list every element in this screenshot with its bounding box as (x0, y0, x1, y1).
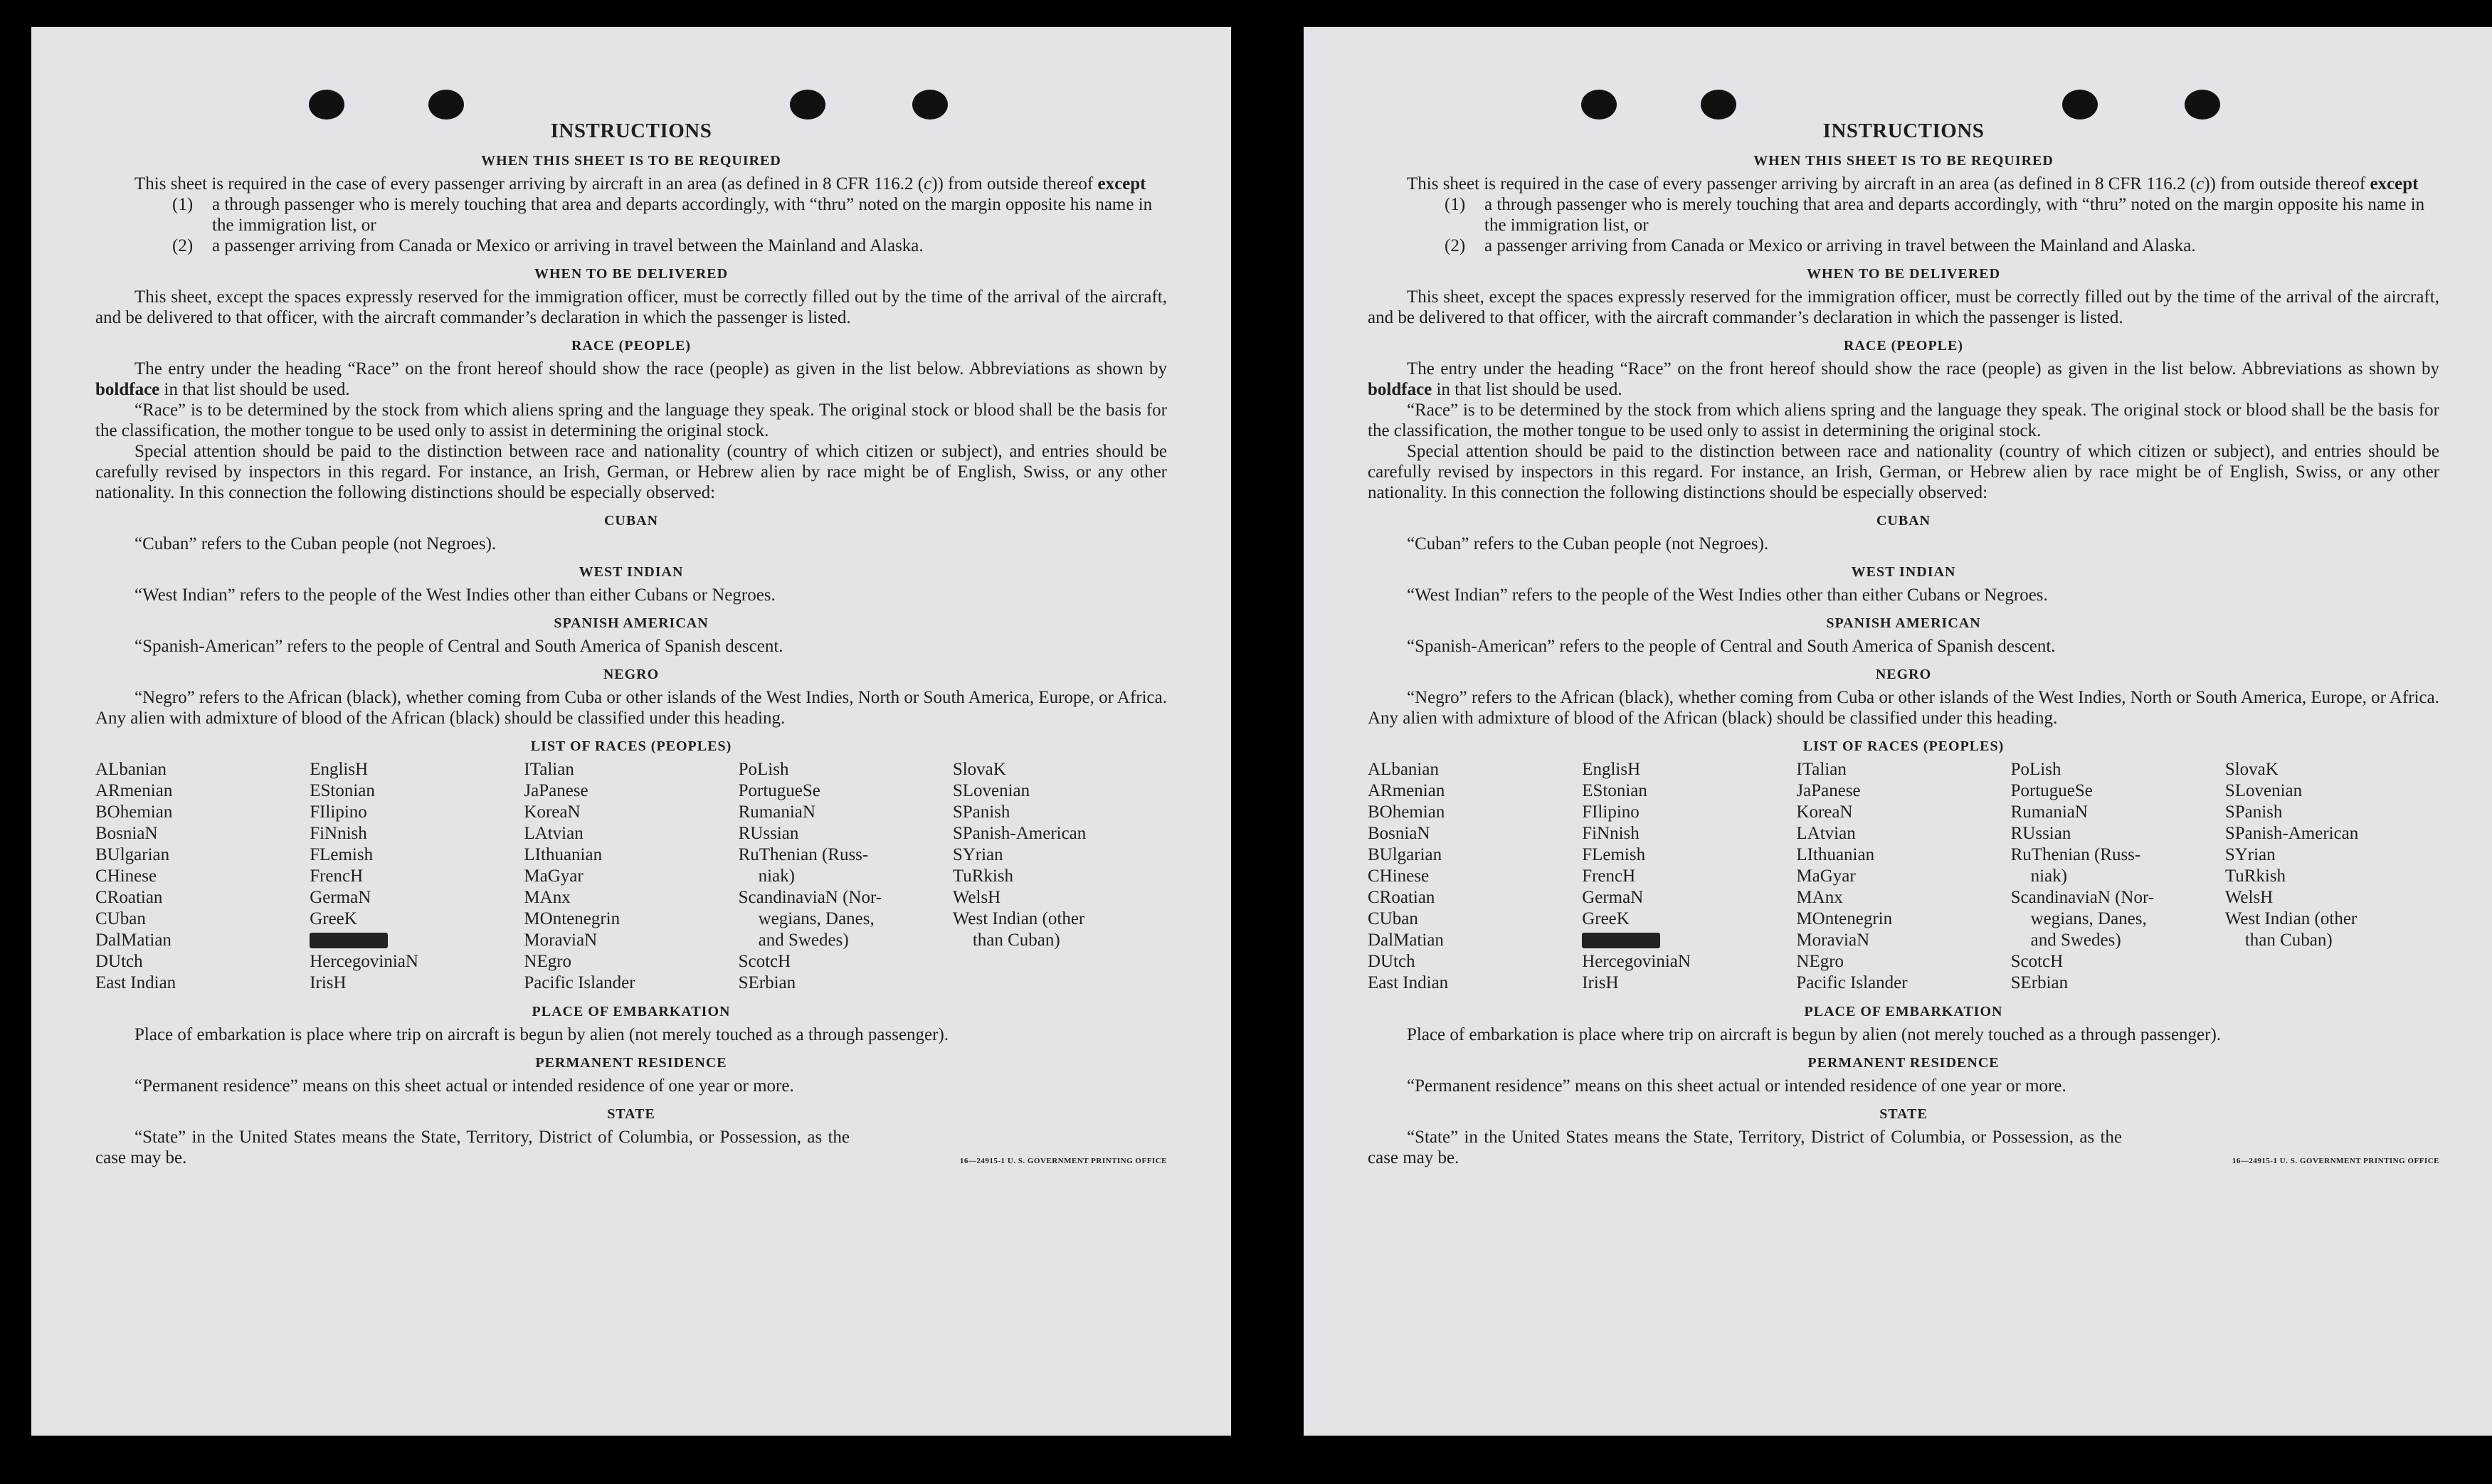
race-entry: SPanish (952, 802, 1010, 822)
race-entry: CUban (1368, 909, 1418, 928)
state-text: “State” in the United States means the State, Territory, District of Columbia, or Possession, as the case may be. (1368, 1128, 2122, 1167)
race-entry: than Cuban) (972, 931, 1060, 950)
race-entry: ALbanian (1368, 760, 1439, 779)
section-heading-when-delivered: WHEN TO BE DELIVERED (1806, 266, 2001, 282)
race-entry: SLovenian (952, 781, 1030, 800)
embarkation-text: Place of embarkation is place where trip on aircraft is begun by alien (not merely touched as a through passenger). (134, 1025, 949, 1044)
race-entry: SErbian (2010, 973, 2069, 992)
section-heading-race: RACE (PEOPLE) (1844, 338, 1963, 354)
race-entry: BosniaN (95, 824, 158, 843)
race-entry: LIthuanian (524, 845, 603, 864)
race-paragraph: The entry under the heading “Race” on the front hereof should show the race (people) as given in the list below. Abbreviations as shown by boldface in that list should be used. (95, 359, 1167, 399)
race-entry: SPanish (2224, 802, 2283, 822)
section-heading-when-delivered: WHEN TO BE DELIVERED (534, 266, 729, 282)
race-entry: SYrian (2224, 845, 2276, 864)
document-page-left (31, 27, 1231, 1436)
race-entry: RuThenian (Russ- (2010, 845, 2141, 864)
races-column (953, 759, 1167, 994)
west-indian-text: “West Indian” refers to the people of the West Indies other than either Cubans or Negroes. (1407, 585, 2048, 605)
race-entry: DUtch (1368, 952, 1415, 971)
race-entry: MOntenegrin (524, 909, 621, 928)
race-entry: FiNnish (1582, 824, 1640, 843)
race-entry: SlovaK (952, 760, 1006, 779)
section-heading-negro: NEGRO (1875, 667, 1932, 682)
section-heading-spanish-american: SPANISH AMERICAN (1826, 615, 1981, 631)
race-entry: FLemish (310, 845, 374, 864)
document-page-right (1304, 27, 2492, 1436)
when-delivered-text: This sheet, except the spaces expressly reserved for the immigration officer, must be correctly filled out by the time of the arrival of the aircraft, and be delivered to that officer, with the aircraft commander’s declaration in which the passenger is listed. (95, 287, 1167, 327)
page-title: INSTRUCTIONS (1822, 120, 1985, 142)
race-entry: RUssian (2010, 824, 2071, 843)
race-entry: RUssian (738, 824, 799, 843)
section-heading-state: STATE (607, 1106, 655, 1122)
section-heading-when-required: WHEN THIS SHEET IS TO BE REQUIRED (1753, 153, 2054, 169)
section-heading-embarkation: PLACE OF EMBARKATION (532, 1004, 731, 1019)
race-entry: FIlipino (310, 802, 367, 822)
race-entry: ScotcH (2010, 952, 2064, 971)
race-entry: DalMatian (95, 931, 171, 950)
race-entry: EStonian (1582, 781, 1647, 800)
punch-hole (1701, 90, 1736, 120)
race-entry: RumaniaN (738, 802, 815, 822)
race-entry: ARmenian (95, 781, 173, 800)
race-entry: ScotcH (738, 952, 791, 971)
section-heading-when-required: WHEN THIS SHEET IS TO BE REQUIRED (481, 153, 781, 169)
race-entry: JaPanese (524, 781, 588, 800)
exception-item: (2) a passenger arriving from Canada or Mexico or arriving in travel between the Mainland and Alaska. (172, 236, 924, 255)
punch-hole (2062, 90, 2098, 120)
races-column (310, 759, 524, 994)
race-entry: Pacific Islander (524, 973, 635, 992)
race-entry: RuThenian (Russ- (738, 845, 869, 864)
race-entry: LIthuanian (1796, 845, 1875, 864)
section-heading-west-indian: WEST INDIAN (1851, 564, 1956, 580)
race-paragraph: “Race” is to be determined by the stock from which aliens spring and the language they speak. The original stock or blood shall be the basis for the classification, the mother tongue to be used only to assist in determining the original stock. (1368, 401, 2439, 440)
race-entry: West Indian (other (2224, 909, 2358, 928)
when-required-intro: This sheet is required in the case of every passenger arriving by aircraft in an area (as defined in 8 CFR 116.2 (c)) from outside thereof except (134, 174, 1146, 194)
race-entry: MoraviaN (524, 931, 598, 950)
race-entry: than Cuban) (2244, 931, 2333, 950)
race-entry: HercegoviniaN (310, 952, 418, 971)
race-entry: HercegoviniaN (1582, 952, 1691, 971)
punch-hole (428, 90, 464, 120)
when-required-intro: This sheet is required in the case of every passenger arriving by aircraft in an area (as defined in 8 CFR 116.2 (c)) from outside thereof except (1407, 174, 2419, 194)
exception-item: (1) a through passenger who is merely touching that area and departs accordingly, with “thru” noted on the margin opposite his name in the immigration list, or (172, 195, 1153, 235)
punch-hole (2185, 90, 2220, 120)
footer (95, 1127, 1167, 1168)
cuban-text: “Cuban” refers to the Cuban people (not Negroes). (1407, 534, 1769, 553)
race-entry: RumaniaN (2010, 802, 2088, 822)
races-column (2011, 759, 2225, 994)
race-entry: SPanish-American (2224, 824, 2359, 843)
race-entry: niak) (2030, 866, 2067, 886)
race-entry: NEgro (524, 952, 572, 971)
section-heading-permanent-residence: PERMANENT RESIDENCE (1807, 1055, 2000, 1071)
race-entry: CHinese (1368, 866, 1430, 886)
section-heading-list-of-races: LIST OF RACES (PEOPLES) (530, 738, 732, 754)
race-entry: ITalian (1796, 760, 1847, 779)
negro-text: “Negro” refers to the African (black), whether coming from Cuba or other islands of the West Indies, North or South America, Europe, or Africa. Any alien with admixture of blood of the African (black) should be classified under this heading. (95, 688, 1167, 728)
section-heading-cuban: CUBAN (603, 513, 659, 529)
spanish-american-text: “Spanish-American” refers to the people of Central and South America of Spanish descent. (134, 637, 783, 656)
exception-item: (1) a through passenger who is merely touching that area and departs accordingly, with “thru” noted on the margin opposite his name in the immigration list, or (1445, 195, 2425, 235)
race-entry: KoreaN (1796, 802, 1853, 822)
race-entry: ScandinaviaN (Nor- (738, 888, 882, 907)
section-heading-list-of-races: LIST OF RACES (PEOPLES) (1802, 738, 2005, 754)
exception-item: (2) a passenger arriving from Canada or Mexico or arriving in travel between the Mainland and Alaska. (1445, 236, 2196, 255)
race-entry: PoLish (2010, 760, 2061, 779)
race-entry: GermaN (1582, 888, 1644, 907)
race-entry: LAtvian (1796, 824, 1856, 843)
print-code: 16—24915-1 U. S. GOVERNMENT PRINTING OFFICE (2232, 1157, 2439, 1165)
races-list (1368, 759, 2439, 994)
race-entry: EStonian (310, 781, 375, 800)
race-entry: PortugueSe (738, 781, 820, 800)
race-entry: BosniaN (1368, 824, 1430, 843)
race-entry: SlovaK (2224, 760, 2279, 779)
race-entry: GermaN (310, 888, 371, 907)
race-entry: wegians, Danes, (2030, 909, 2147, 928)
race-paragraph: The entry under the heading “Race” on the front hereof should show the race (people) as given in the list below. Abbreviations as shown by boldface in that list should be used. (1368, 359, 2439, 399)
page-title: INSTRUCTIONS (550, 120, 712, 142)
race-entry: niak) (758, 866, 795, 886)
race-entry: PoLish (738, 760, 789, 779)
race-entry: and Swedes) (2030, 931, 2121, 950)
race-entry: WelsH (952, 888, 1001, 907)
punch-hole (309, 90, 344, 120)
race-entry: EnglisH (310, 760, 369, 779)
races-column (1582, 759, 1796, 994)
race-paragraph: Special attention should be paid to the distinction between race and nationality (country of which citizen or subject), and entries should be carefully revised by inspectors in this regard. For instance, an Irish, German, or Hebrew alien by race might be of English, Swiss, or any other nationality. In this connection the following distinctions should be especially observed: (95, 442, 1167, 502)
race-entry: GreeK (310, 909, 357, 928)
when-delivered-text: This sheet, except the spaces expressly reserved for the immigration officer, must be correctly filled out by the time of the arrival of the aircraft, and be delivered to that officer, with the aircraft commander’s declaration in which the passenger is listed. (1368, 287, 2439, 327)
race-entry: GreeK (1582, 909, 1630, 928)
race-entry: CRoatian (1368, 888, 1435, 907)
race-entry: FrencH (1582, 866, 1636, 886)
race-entry: Pacific Islander (1796, 973, 1908, 992)
race-entry: wegians, Danes, (758, 909, 875, 928)
section-heading-negro: NEGRO (603, 667, 660, 682)
races-column (1796, 759, 2010, 994)
race-entry: MaGyar (524, 866, 584, 886)
race-entry: BOhemian (95, 802, 173, 822)
race-entry: West Indian (other (952, 909, 1085, 928)
redacted-race-entry (310, 933, 388, 948)
permanent-residence-text: “Permanent residence” means on this sheet actual or intended residence of one year or more. (1407, 1076, 2066, 1096)
race-entry: MaGyar (1796, 866, 1856, 886)
section-heading-spanish-american: SPANISH AMERICAN (554, 615, 709, 631)
race-entry: CHinese (95, 866, 157, 886)
section-heading-embarkation: PLACE OF EMBARKATION (1804, 1004, 2003, 1019)
race-entry: ScandinaviaN (Nor- (2010, 888, 2155, 907)
race-entry: NEgro (1796, 952, 1844, 971)
race-entry: MAnx (1796, 888, 1843, 907)
punch-hole (1581, 90, 1617, 120)
race-entry: BOhemian (1368, 802, 1445, 822)
permanent-residence-text: “Permanent residence” means on this sheet actual or intended residence of one year or more. (134, 1076, 794, 1096)
print-code: 16—24915-1 U. S. GOVERNMENT PRINTING OFFICE (959, 1157, 1167, 1165)
race-entry: PortugueSe (2010, 781, 2093, 800)
race-entry: LAtvian (524, 824, 584, 843)
races-column (1368, 759, 1582, 994)
races-column (2225, 759, 2439, 994)
race-entry: IrisH (310, 973, 347, 992)
spanish-american-text: “Spanish-American” refers to the people of Central and South America of Spanish descent. (1407, 637, 2056, 656)
punch-hole (912, 90, 948, 120)
race-entry: FiNnish (310, 824, 367, 843)
races-column (95, 759, 310, 994)
race-entry: BUlgarian (95, 845, 170, 864)
races-list (95, 759, 1167, 994)
race-entry: MoraviaN (1796, 931, 1870, 950)
race-entry: JaPanese (1796, 781, 1861, 800)
race-entry: ITalian (524, 760, 574, 779)
race-entry: IrisH (1582, 973, 1619, 992)
races-column (524, 759, 738, 994)
embarkation-text: Place of embarkation is place where trip on aircraft is begun by alien (not merely touched as a through passenger). (1407, 1025, 2222, 1044)
section-heading-permanent-residence: PERMANENT RESIDENCE (535, 1055, 727, 1071)
negro-text: “Negro” refers to the African (black), whether coming from Cuba or other islands of the West Indies, North or South America, Europe, or Africa. Any alien with admixture of blood of the African (black) should be classified under this heading. (1368, 688, 2439, 728)
race-entry: KoreaN (524, 802, 581, 822)
race-entry: WelsH (2224, 888, 2274, 907)
race-entry: DalMatian (1368, 931, 1444, 950)
footer (1368, 1127, 2439, 1168)
section-heading-cuban: CUBAN (1876, 513, 1931, 529)
section-heading-west-indian: WEST INDIAN (579, 564, 684, 580)
race-entry: East Indian (1368, 973, 1449, 992)
race-entry: TuRkish (2224, 866, 2286, 886)
race-entry: ARmenian (1368, 781, 1445, 800)
race-entry: FrencH (310, 866, 364, 886)
race-entry: FIlipino (1582, 802, 1640, 822)
race-entry: and Swedes) (758, 931, 849, 950)
race-entry: SErbian (738, 973, 796, 992)
race-entry: DUtch (95, 952, 143, 971)
race-entry: CRoatian (95, 888, 163, 907)
race-entry: ALbanian (95, 760, 167, 779)
race-entry: MOntenegrin (1796, 909, 1893, 928)
race-entry: SYrian (952, 845, 1003, 864)
race-entry: EnglisH (1582, 760, 1641, 779)
race-entry: SLovenian (2224, 781, 2303, 800)
state-text: “State” in the United States means the State, Territory, District of Columbia, or Possession, as the case may be. (95, 1128, 850, 1167)
redacted-race-entry (1582, 933, 1660, 948)
race-entry: East Indian (95, 973, 176, 992)
race-paragraph: “Race” is to be determined by the stock from which aliens spring and the language they speak. The original stock or blood shall be the basis for the classification, the mother tongue to be used only to assist in determining the original stock. (95, 401, 1167, 440)
race-paragraph: Special attention should be paid to the distinction between race and nationality (country of which citizen or subject), and entries should be carefully revised by inspectors in this regard. For instance, an Irish, German, or Hebrew alien by race might be of English, Swiss, or any other nationality. In this connection the following distinctions should be especially observed: (1368, 442, 2439, 502)
race-entry: TuRkish (952, 866, 1014, 886)
section-heading-race: RACE (PEOPLE) (571, 338, 691, 354)
west-indian-text: “West Indian” refers to the people of the West Indies other than either Cubans or Negroes. (134, 585, 776, 605)
race-entry: CUban (95, 909, 146, 928)
punch-hole (790, 90, 825, 120)
race-entry: FLemish (1582, 845, 1646, 864)
section-heading-state: STATE (1879, 1106, 1928, 1122)
race-entry: BUlgarian (1368, 845, 1442, 864)
cuban-text: “Cuban” refers to the Cuban people (not Negroes). (134, 534, 497, 553)
race-entry: SPanish-American (952, 824, 1087, 843)
races-column (739, 759, 953, 994)
race-entry: MAnx (524, 888, 571, 907)
